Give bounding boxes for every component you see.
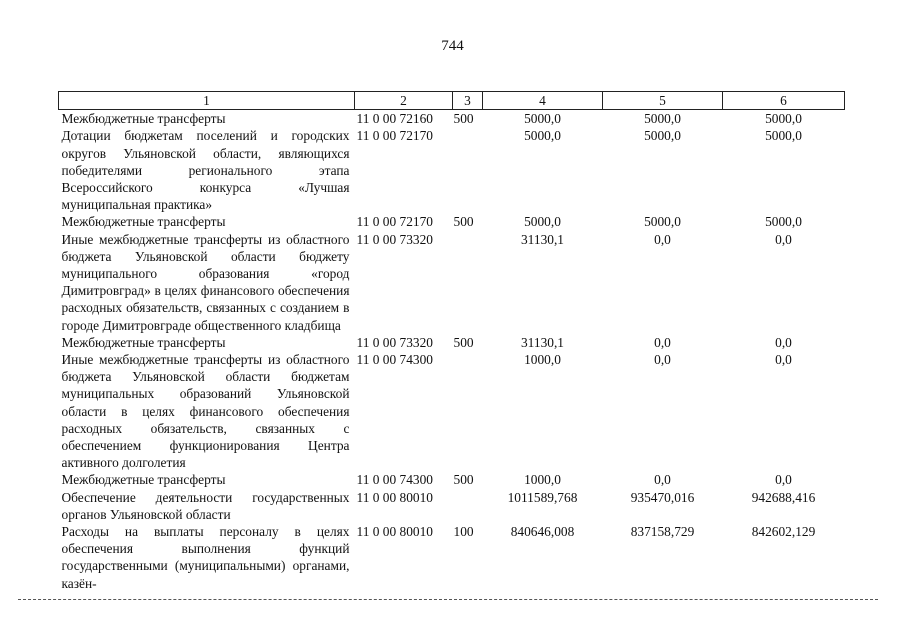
row-value-col4: 5000,0 [524,111,561,127]
row-expense-type: 100 [453,524,474,540]
row-code: 11 0 00 80010 [356,524,433,540]
row-value-col4: 5000,0 [524,214,561,230]
table-row [59,110,845,128]
row-expense-type [453,489,483,523]
row-value-col6: 5000,0 [765,111,802,127]
table-row [59,334,845,351]
page-cut-line [18,599,878,600]
row-value-col6: 0,0 [775,352,792,368]
row-name: Иные межбюджетные трансферты из областного бюджета Ульяновской области бюджету муниципального образования «город Димитровград» в целях финансового обеспечения расходных обязательств, связанных с созданием в городе Димитровграде общественного кладбища [61,231,350,333]
row-value-col4: 31130,1 [520,334,565,350]
row-value-col5: 0,0 [654,472,671,488]
row-name: Межбюджетные трансферты [61,334,226,350]
header-col-5: 5 [603,92,723,110]
row-value-col4: 840646,008 [510,524,575,540]
header-col-3: 3 [453,92,483,110]
header-row [59,92,845,110]
row-value-col6: 842602,129 [751,524,816,540]
row-name: Межбюджетные трансферты [61,472,226,488]
row-name: Дотации бюджетам поселений и городских округов Ульяновской области, являющихся победителями регионального этапа Всероссийского конкурса «Лучшая муниципальная практика» [61,128,350,213]
budget-table [58,91,845,592]
row-code: 11 0 00 73320 [356,334,433,350]
table-row [59,127,845,213]
row-value-col5: 5000,0 [644,214,681,230]
row-expense-type: 500 [453,214,474,230]
row-name: Межбюджетные трансферты [61,111,226,127]
row-code: 11 0 00 72160 [356,111,433,127]
row-name: Межбюджетные трансферты [61,214,226,230]
row-value-col6: 0,0 [775,231,792,247]
row-expense-type: 500 [453,334,474,350]
row-value-col6: 942688,416 [751,489,816,505]
row-code: 11 0 00 72170 [356,128,433,144]
table-row [59,213,845,230]
row-code: 11 0 00 73320 [356,231,433,247]
row-expense-type [453,351,483,471]
row-value-col6: 5000,0 [765,128,802,144]
row-value-col5: 0,0 [654,231,671,247]
table-header [59,92,845,110]
header-col-4: 4 [483,92,603,110]
row-value-col4: 1000,0 [524,472,561,488]
row-expense-type: 500 [453,472,474,488]
row-value-col5: 5000,0 [644,128,681,144]
row-value-col5: 935470,016 [630,489,695,505]
page-number: 744 [441,38,464,54]
row-value-col6: 0,0 [775,472,792,488]
row-value-col5: 837158,729 [630,524,695,540]
row-name: Обеспечение деятельности государственных органов Ульяновской области [61,489,350,522]
table-row [59,351,845,471]
table-row [59,231,845,334]
header-col-6: 6 [723,92,845,110]
row-value-col5: 5000,0 [644,111,681,127]
table-row [59,471,845,488]
row-value-col4: 31130,1 [520,231,565,247]
row-name: Иные межбюджетные трансферты из областного бюджета Ульяновской области бюджетам муниципальных образований Ульяновской области в целях финансового обеспечения расходных обязательств, связанных с обеспечением функционирования Центра активного долголетия [61,352,350,471]
row-value-col4: 1011589,768 [507,489,578,505]
row-value-col5: 0,0 [654,334,671,350]
row-value-col6: 0,0 [775,334,792,350]
row-value-col5: 0,0 [654,352,671,368]
row-expense-type [453,127,483,213]
header-col-2: 2 [355,92,453,110]
row-expense-type: 500 [453,111,474,127]
row-code: 11 0 00 72170 [356,214,433,230]
row-value-col6: 5000,0 [765,214,802,230]
row-name: Расходы на выплаты персоналу в целях обеспечения выполнения функций государственными (муниципальными) органами, казён- [61,524,350,591]
row-code: 11 0 00 80010 [356,489,433,505]
row-code: 11 0 00 74300 [356,352,433,368]
row-value-col4: 5000,0 [524,128,561,144]
table-row [59,523,845,592]
header-col-1: 1 [59,92,355,110]
row-code: 11 0 00 74300 [356,472,433,488]
row-expense-type [453,231,483,334]
table-row [59,489,845,523]
row-value-col4: 1000,0 [524,352,561,368]
table-body [59,110,845,592]
